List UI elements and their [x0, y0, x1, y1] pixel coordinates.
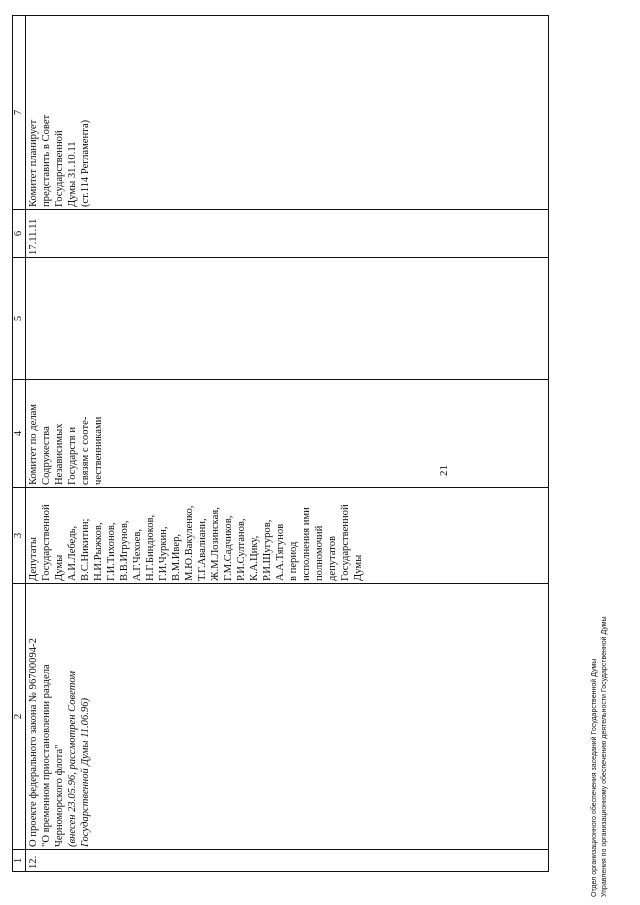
bill-title-line: Черноморского флота"	[54, 744, 65, 847]
author-line: Государственной	[340, 504, 351, 581]
author-line: Т.Г.Авалиани,	[197, 518, 208, 581]
row-number: 12.	[26, 850, 549, 872]
author-line: В.М.Ивер,	[171, 533, 182, 581]
author-line: В.В.Игрунов,	[119, 520, 130, 581]
author-line: Г.И.Тихонов,	[106, 522, 117, 581]
author-line: Г.М.Садчиков,	[223, 515, 234, 581]
author-line: К.А.Цику,	[249, 535, 260, 581]
author-line: Р.И.Султанов,	[236, 518, 247, 581]
header-cell: 6	[13, 210, 26, 258]
header-cell: 4	[13, 380, 26, 488]
bill-table	[12, 15, 549, 872]
plan-line: представить в Совет	[41, 114, 52, 207]
committee-line: Комитет по делам	[28, 403, 39, 485]
author-line: полномочий	[314, 525, 325, 581]
author-line: Ж.М.Лозинская,	[210, 507, 221, 581]
author-line: М.Ю.Вакуленко,	[184, 505, 195, 581]
bill-title-cell	[26, 584, 549, 850]
committee-line: Государств и	[67, 427, 78, 485]
header-row	[13, 16, 26, 872]
plan-line: (ст.114 Регламента)	[80, 119, 91, 207]
header-cell: 1	[13, 850, 26, 872]
committee-line: Содружества	[41, 426, 52, 485]
empty-cell	[26, 258, 549, 380]
plan-line: Государственной	[54, 130, 65, 207]
committee-line: чественниками	[93, 416, 104, 485]
author-line: исполнения ими	[301, 507, 312, 581]
plan-line: Думы 31.10.11	[67, 141, 78, 207]
authors-cell	[26, 488, 549, 584]
bill-title-line: "О временном приостановлении раздела	[41, 664, 52, 847]
footer-line: Отдел организационного обеспечения заседаний Государственной Думы	[591, 658, 598, 897]
author-line: Думы	[54, 554, 65, 581]
author-line: Депутаты	[28, 537, 39, 581]
committee-cell	[26, 380, 549, 488]
author-line: депутатов	[327, 535, 338, 581]
author-line: А.А.Тягунов	[275, 523, 286, 581]
footer-line: Управления по организационному обеспечению деятельности Государственной Думы	[601, 616, 608, 897]
header-cell: 5	[13, 258, 26, 380]
footer	[590, 616, 610, 897]
header-cell: 3	[13, 488, 26, 584]
author-line: А.И.Лебедь,	[67, 525, 78, 581]
author-line: А.Г.Чехоев,	[132, 529, 143, 581]
date-cell: 17.11.11	[26, 210, 549, 258]
author-line: Государственной	[41, 504, 52, 581]
author-line: Думы	[353, 554, 364, 581]
plan-cell	[26, 16, 549, 210]
author-line: Р.И.Шугуров,	[262, 519, 273, 581]
author-line: Н.Г.Биндюков,	[145, 514, 156, 581]
plan-line: Комитет планирует	[28, 119, 39, 207]
author-line: В.С.Никитин;	[80, 518, 91, 581]
author-line: Н.И.Рыжков,	[93, 522, 104, 581]
bill-note-line: Государственной Думы 11.06.96)	[80, 697, 91, 847]
committee-line: связям с соoте-	[80, 416, 91, 485]
bill-title-line: О проекте федерального закона № 96700094-2	[28, 638, 39, 847]
committee-line: Независимых	[54, 423, 65, 485]
header-cell: 7	[13, 16, 26, 210]
header-cell: 2	[13, 584, 26, 850]
author-line: в период	[288, 541, 299, 581]
author-line: Г.И.Чуркин,	[158, 526, 169, 581]
bill-note-line: (внесен 23.05.96, рассмотрен Советом	[67, 671, 78, 847]
page-number: 21	[438, 465, 450, 476]
table-row	[26, 16, 549, 872]
